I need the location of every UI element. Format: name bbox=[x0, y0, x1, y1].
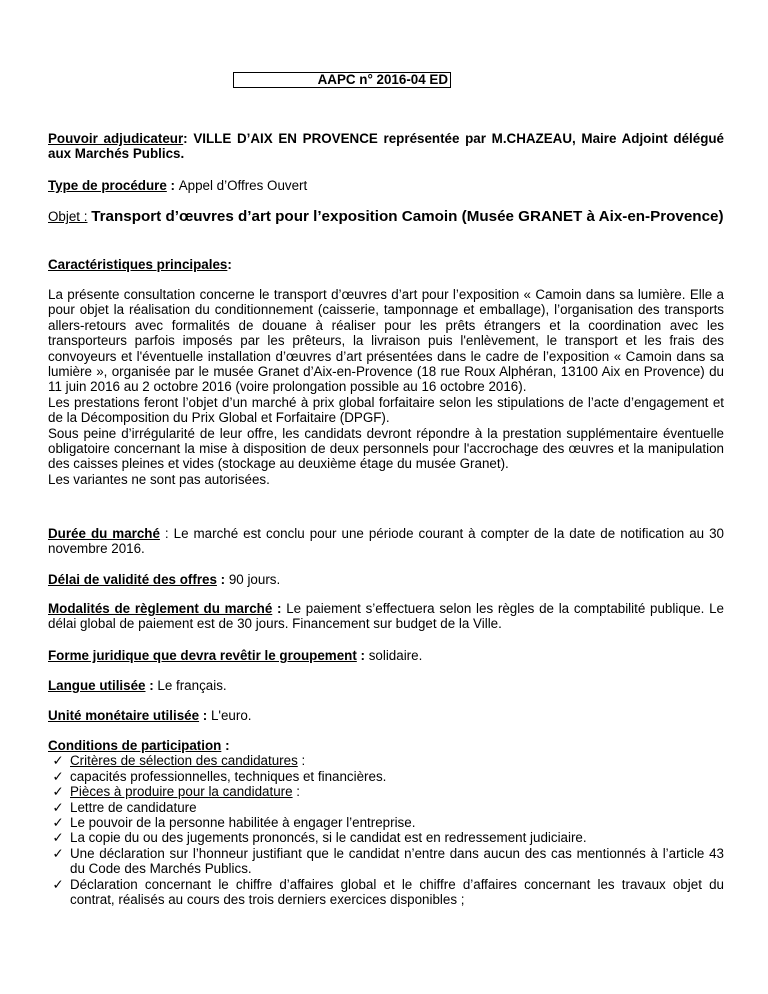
forme-label: Forme juridique que devra revêtir le groupement bbox=[48, 648, 357, 663]
caracteristiques-paragraph: La présente consultation concerne le transport d’œuvres d’art pour l’exposition « Camoin dans sa lumière. Elle a pour objet la réalisation du conditionnement (caisserie, tamponnage et emballage), l’organisation des transports allers-retours avec formalités de douane à réaliser pour les prêts étrangers et la coordination avec les transporteurs parfois imposés par les prêteurs, la livraison puis l'enlèvement, le transport et les frais des convoyeurs et l'éventuelle installation d’œuvres d’art présentées dans le cadre de l’exposition « Camoin dans sa lumière », organisée par le musée Granet d’Aix-en-Provence (18 rue Roux Alphéran, 13100 Aix en Provence) du 11 juin 2016 au 2 octobre 2016 (voire prolongation possible au 16 octobre 2016). bbox=[48, 287, 724, 395]
pouvoir-text: : VILLE D’AIX EN PROVENCE représentée par M.CHAZEAU, Maire Adjoint délégué aux Marchés Publics. bbox=[48, 131, 724, 162]
objet-section bbox=[48, 208, 724, 225]
monnaie-value: L'euro. bbox=[210, 708, 252, 723]
list-item bbox=[48, 800, 724, 815]
item-text: capacités professionnelles, techniques et financières. bbox=[70, 768, 387, 784]
procedure-value: Appel d’Offres Ouvert bbox=[178, 178, 308, 193]
caracteristiques-label: Caractéristiques principales bbox=[48, 257, 228, 272]
procedure-section bbox=[48, 178, 724, 193]
item-text: : bbox=[292, 784, 301, 800]
caracteristiques-heading bbox=[48, 257, 724, 272]
conditions-heading bbox=[48, 738, 724, 753]
pouvoir-label: Pouvoir adjudicateur bbox=[48, 131, 184, 146]
procedure-sep: : bbox=[166, 178, 179, 193]
checkmark-icon: ✓ bbox=[52, 799, 64, 815]
item-text: La copie du ou des jugements prononcés, si le candidat est en redressement judiciaire. bbox=[70, 830, 587, 846]
checkmark-icon: ✓ bbox=[52, 815, 64, 831]
item-underlined: Pièces à produire pour la candidature bbox=[70, 784, 293, 800]
checkmark-icon: ✓ bbox=[52, 830, 64, 846]
validite-value: 90 jours. bbox=[228, 572, 281, 587]
langue-sep: : bbox=[145, 678, 158, 693]
duree-label: Durée du marché bbox=[48, 526, 160, 541]
reglement-value: Le paiement s’effectuera selon les règles de la comptabilité publique. Le délai global de paiement est de 30 jours. Financement sur budget de la Ville. bbox=[48, 601, 724, 632]
conditions-section bbox=[48, 738, 724, 907]
item-text: Le pouvoir de la personne habilitée à engager l’entreprise. bbox=[70, 815, 416, 831]
forme-sep: : bbox=[356, 648, 369, 663]
reglement-sep: : bbox=[272, 601, 287, 616]
list-item bbox=[48, 830, 724, 845]
validite-section bbox=[48, 572, 724, 587]
validite-sep: : bbox=[216, 572, 229, 587]
langue-section bbox=[48, 678, 724, 693]
checkmark-icon: ✓ bbox=[52, 753, 64, 769]
checkmark-icon: ✓ bbox=[52, 768, 64, 784]
caracteristiques-paragraph: Les prestations feront l’objet d’un marché à prix global forfaitaire selon les stipulations de l’acte d’engagement et de la Décomposition du Prix Global et Forfaitaire (DPGF). bbox=[48, 394, 724, 426]
duree-section bbox=[48, 526, 724, 557]
reglement-label: Modalités de règlement du marché bbox=[48, 601, 273, 616]
forme-section bbox=[48, 648, 724, 663]
reference-box: AAPC n° 2016-04 ED bbox=[233, 72, 451, 88]
langue-label: Langue utilisée bbox=[48, 678, 146, 693]
item-text: Une déclaration sur l’honneur justifiant que le candidat n’entre dans aucun des cas mentionnés à l’article 43 du Code des Marchés Publics. bbox=[70, 845, 724, 877]
monnaie-label: Unité monétaire utilisée bbox=[48, 708, 200, 723]
pouvoir-section bbox=[48, 131, 724, 162]
item-text: Déclaration concernant le chiffre d’affaires global et le chiffre d’affaires concernant les travaux objet du contrat, réalisés au cours des trois derniers exercices disponibles ; bbox=[70, 876, 724, 908]
list-item bbox=[48, 877, 724, 908]
monnaie-sep: : bbox=[199, 708, 211, 723]
list-item bbox=[48, 846, 724, 877]
validite-label: Délai de validité des offres bbox=[48, 572, 217, 587]
caracteristiques-paragraph: Les variantes ne sont pas autorisées. bbox=[48, 471, 270, 487]
objet-label: Objet : bbox=[48, 209, 88, 224]
conditions-label: Conditions de participation bbox=[48, 738, 222, 753]
conditions-list bbox=[48, 753, 724, 907]
checkmark-icon: ✓ bbox=[52, 784, 64, 800]
conditions-sep: : bbox=[221, 738, 230, 753]
list-item bbox=[48, 753, 724, 768]
forme-value: solidaire. bbox=[368, 648, 423, 663]
checkmark-icon: ✓ bbox=[52, 876, 64, 892]
caracteristiques-colon: : bbox=[227, 257, 232, 272]
objet-value: Transport d’œuvres d’art pour l’exposition Camoin (Musée GRANET à Aix-en-Provence) bbox=[91, 208, 724, 225]
list-item bbox=[48, 769, 724, 784]
item-text: Lettre de candidature bbox=[70, 799, 197, 815]
caracteristiques-paragraph: Sous peine d’irrégularité de leur offre, les candidats devront répondre à la prestation supplémentaire éventuelle obligatoire concernant la mise à disposition de deux personnels pour l'accrochage des œuvres et la manipulation des caisses pleines et vides (stockage au deuxième étage du musée Granet). bbox=[48, 425, 724, 472]
langue-value: Le français. bbox=[157, 678, 227, 693]
procedure-label: Type de procédure bbox=[48, 178, 167, 193]
monnaie-section bbox=[48, 708, 724, 723]
list-item bbox=[48, 815, 724, 830]
checkmark-icon: ✓ bbox=[52, 845, 64, 861]
reglement-section bbox=[48, 601, 724, 632]
item-underlined: Critères de sélection des candidatures bbox=[70, 753, 298, 769]
list-item bbox=[48, 784, 724, 799]
duree-value: : Le marché est conclu pour une période courant à compter de la date de notification au 30 novembre 2016. bbox=[48, 526, 724, 557]
caracteristiques-body bbox=[48, 287, 724, 487]
item-text: : bbox=[297, 753, 306, 769]
